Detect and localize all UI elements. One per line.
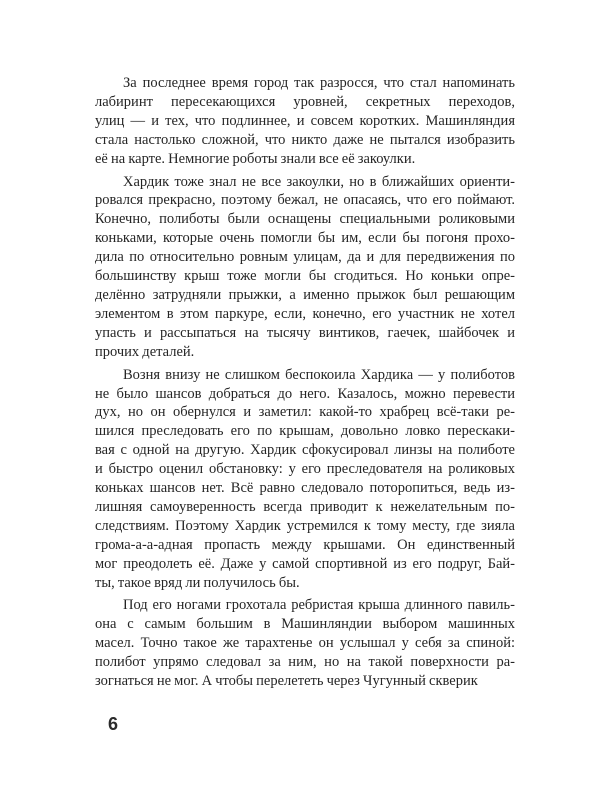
text-line: дила по относительно ровным улицам, да и для передвижения по bbox=[95, 249, 515, 266]
text-line: лабиринт пересекающихся уровней, секретных переходов, bbox=[95, 93, 515, 110]
text-line: дух, но он обернулся и заметил: какой-то храбрец всё-таки ре- bbox=[95, 404, 515, 421]
page-text bbox=[95, 74, 515, 695]
text-line: Под его ногами грохотала ребристая крыша длинного павиль- bbox=[123, 597, 515, 614]
text-line: элементом в этом паркуре, если, конечно, его участник не хотел bbox=[95, 305, 515, 322]
text-line: улиц — и тех, что подлиннее, и совсем коротких. Машинляндия bbox=[95, 112, 515, 129]
text-line: Хардик тоже знал не все закоулки, но в ближайших ориенти- bbox=[123, 173, 515, 190]
text-line: она с самым большим в Машинляндии выбором машинных bbox=[95, 616, 515, 633]
paragraph bbox=[95, 173, 515, 362]
text-line: грома-а-а-адная пропасть между крышами. Он единственный bbox=[95, 536, 515, 553]
text-line: ты, такое вряд ли получилось бы. bbox=[95, 574, 300, 591]
text-line: её на карте. Немногие роботы знали все её закоулки. bbox=[95, 150, 416, 167]
text-line: делённо затрудняли прыжки, а именно прыжок был решающим bbox=[95, 286, 515, 303]
text-line: шился преследовать его по крышам, довольно ловко перескаки- bbox=[95, 423, 515, 440]
text-line: Конечно, полиботы были оснащены специальными роликовыми bbox=[95, 211, 515, 228]
text-line: Возня внизу не слишком беспокоила Хардика — у полиботов bbox=[123, 366, 515, 383]
page-number: 6 bbox=[108, 714, 119, 734]
text-line: не было шансов добраться до него. Казалось, можно перевести bbox=[95, 385, 515, 402]
paragraph bbox=[95, 596, 515, 691]
text-line: мог преодолеть её. Даже у самой спортивной из его подруг, Бай- bbox=[95, 555, 515, 572]
text-line: коньках шансов нет. Всё равно следовало поторопиться, ведь из- bbox=[95, 480, 515, 497]
text-line: масел. Точно такое же тарахтенье он услышал у себя за спиной: bbox=[95, 635, 515, 652]
text-line: большинству крыш тоже могли бы сгодиться. Но коньки опре- bbox=[95, 268, 515, 285]
paragraph bbox=[95, 366, 515, 593]
text-line: полибот упрямо следовал за ним, но на такой поверхности ра- bbox=[95, 654, 515, 671]
text-line: упасть и рассыпаться на тысячу винтиков, гаечек, шайбочек и bbox=[95, 324, 515, 341]
paragraph bbox=[95, 74, 515, 169]
text-line: ровался прекрасно, поэтому бежал, не опасаясь, что его поймают. bbox=[95, 192, 515, 209]
text-line: лишняя самоуверенность всегда приводит к нежелательным по- bbox=[95, 498, 515, 515]
text-line: зогнаться не мог. А чтобы перелететь через Чугунный скверик bbox=[95, 673, 478, 690]
text-line: вая с одной на другую. Хардик сфокусировал линзы на полиботе bbox=[95, 442, 515, 459]
text-line: следствиям. Поэтому Хардик устремился к тому месту, где зияла bbox=[95, 517, 515, 534]
text-line: стала настолько сложной, что никто даже не пытался изобразить bbox=[95, 131, 515, 148]
text-line: прочих деталей. bbox=[95, 343, 195, 360]
text-line: коньками, которые очень помогли бы им, если бы погоня прохо- bbox=[95, 230, 515, 247]
text-line: и быстро оценил обстановку: у его преследователя на роликовых bbox=[95, 461, 515, 478]
text-line: За последнее время город так разросся, что стал напоминать bbox=[123, 75, 515, 91]
